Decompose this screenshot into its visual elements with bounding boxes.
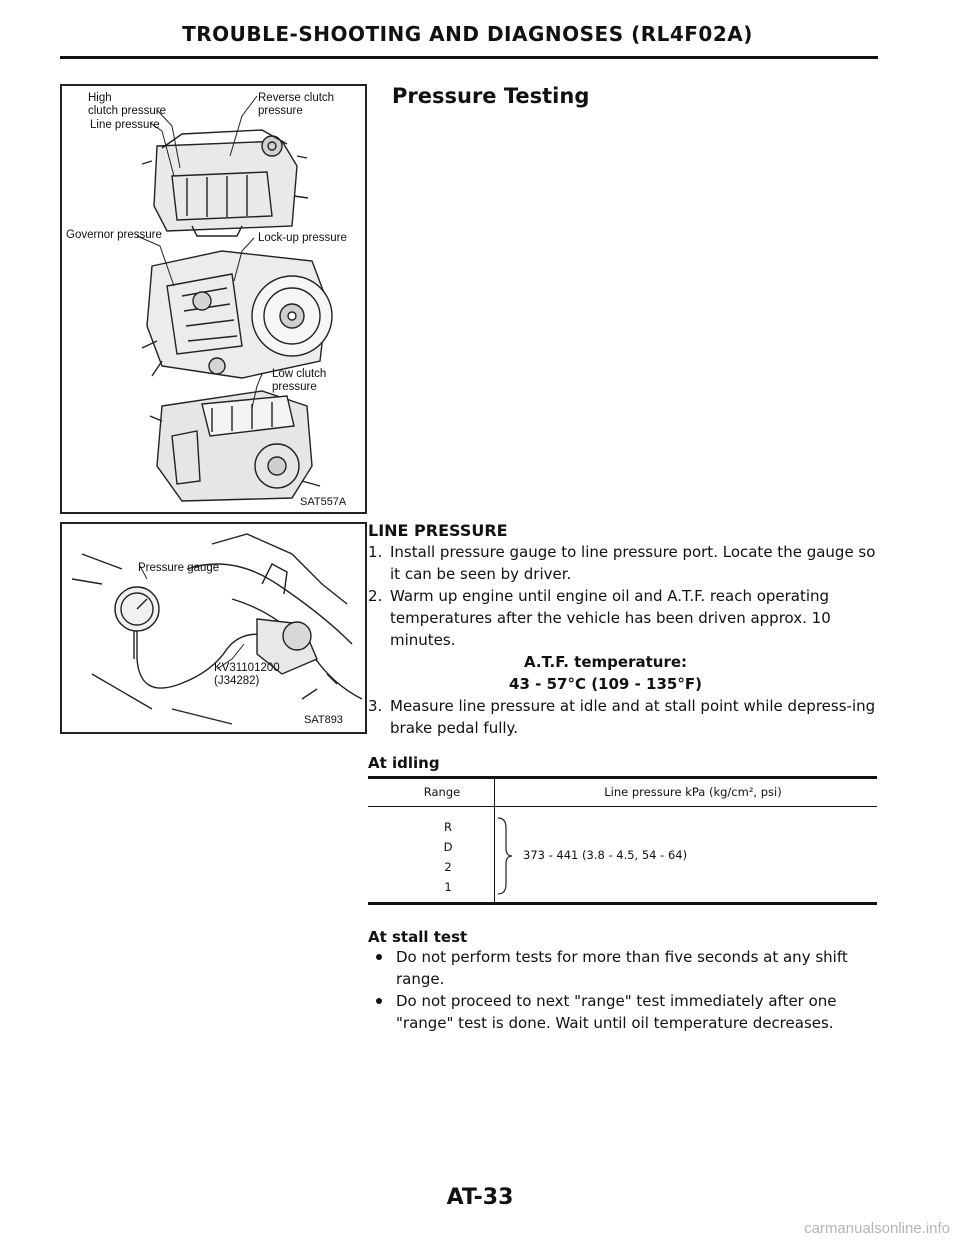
atf-temperature-label: A.T.F. temperature: [523,653,688,671]
bullet-icon [376,998,382,1004]
step-text: Measure line pressure at idle and at stall point while depress-ing brake pedal fully. [390,697,876,737]
label-low-clutch-pressure: Low clutch pressure [272,368,327,393]
range-cell: R [444,820,452,834]
table-rule-bottom [368,902,877,905]
table-rule-header [368,806,877,807]
figure-pressure-gauge [60,522,367,734]
line-pressure-table [368,776,877,904]
step-number: 2. [368,587,383,605]
stall-test-bullets [368,946,883,1034]
transmission-illustration [62,86,367,514]
label-lockup-pressure: Lock-up pressure [258,232,347,244]
watermark: carmanualsonline.info [804,1220,950,1237]
step-item [368,541,883,585]
figure-pressure-ports [60,84,367,514]
step-item [368,585,883,651]
page-header: TROUBLE-SHOOTING AND DIAGNOSES (RL4F02A) [182,22,753,46]
step-text: Warm up engine until engine oil and A.T.F. reach operating temperatures after the vehicle has been driven approx. 10 minutes. [390,587,831,649]
column-header-range: Range [423,785,461,799]
line-pressure-steps [368,541,883,739]
label-pressure-gauge: Pressure gauge [138,562,220,574]
bullet-item [368,946,883,990]
label-line-pressure: Line pressure [90,119,160,131]
range-cell: 1 [444,880,452,894]
at-stall-test-heading: At stall test [368,928,468,946]
header-rule [60,56,878,59]
label-governor-pressure: Governor pressure [66,229,162,241]
bullet-item [368,990,883,1034]
brace-icon [496,816,516,896]
label-high-clutch-pressure: High clutch pressure [88,92,166,117]
bullet-icon [376,954,382,960]
line-pressure-heading: LINE PRESSURE [368,521,508,540]
pressure-gauge-illustration [62,524,367,734]
atf-temperature-value: 43 - 57°C (109 - 135°F) [509,675,702,693]
label-tool-number: KV31101200 (J34282) [214,662,280,687]
step-item [368,695,883,739]
bullet-text: Do not perform tests for more than five seconds at any shift range. [396,948,848,988]
table-column-divider [494,779,495,902]
at-idling-heading: At idling [368,754,440,772]
step-number: 3. [368,697,383,715]
label-reverse-clutch-pressure: Reverse clutch pressure [258,92,335,117]
range-cell: 2 [444,860,452,874]
step-text: Install pressure gauge to line pressure port. Locate the gauge so it can be seen by driver. [390,543,876,583]
bullet-text: Do not proceed to next "range" test immediately after one "range" test is done. Wait until oil temperature decreases. [396,992,837,1032]
figure-code: SAT893 [304,714,343,726]
step-number: 1. [368,543,383,561]
range-cell: D [443,840,453,854]
page-number: AT-33 [446,1185,514,1210]
line-pressure-value: 373 - 441 (3.8 - 4.5, 54 - 64) [523,848,688,862]
table-rule-top [368,776,877,779]
column-header-line-pressure: Line pressure kPa (kg/cm², psi) [604,785,782,799]
section-title: Pressure Testing [392,84,590,108]
figure-code: SAT557A [300,496,347,508]
